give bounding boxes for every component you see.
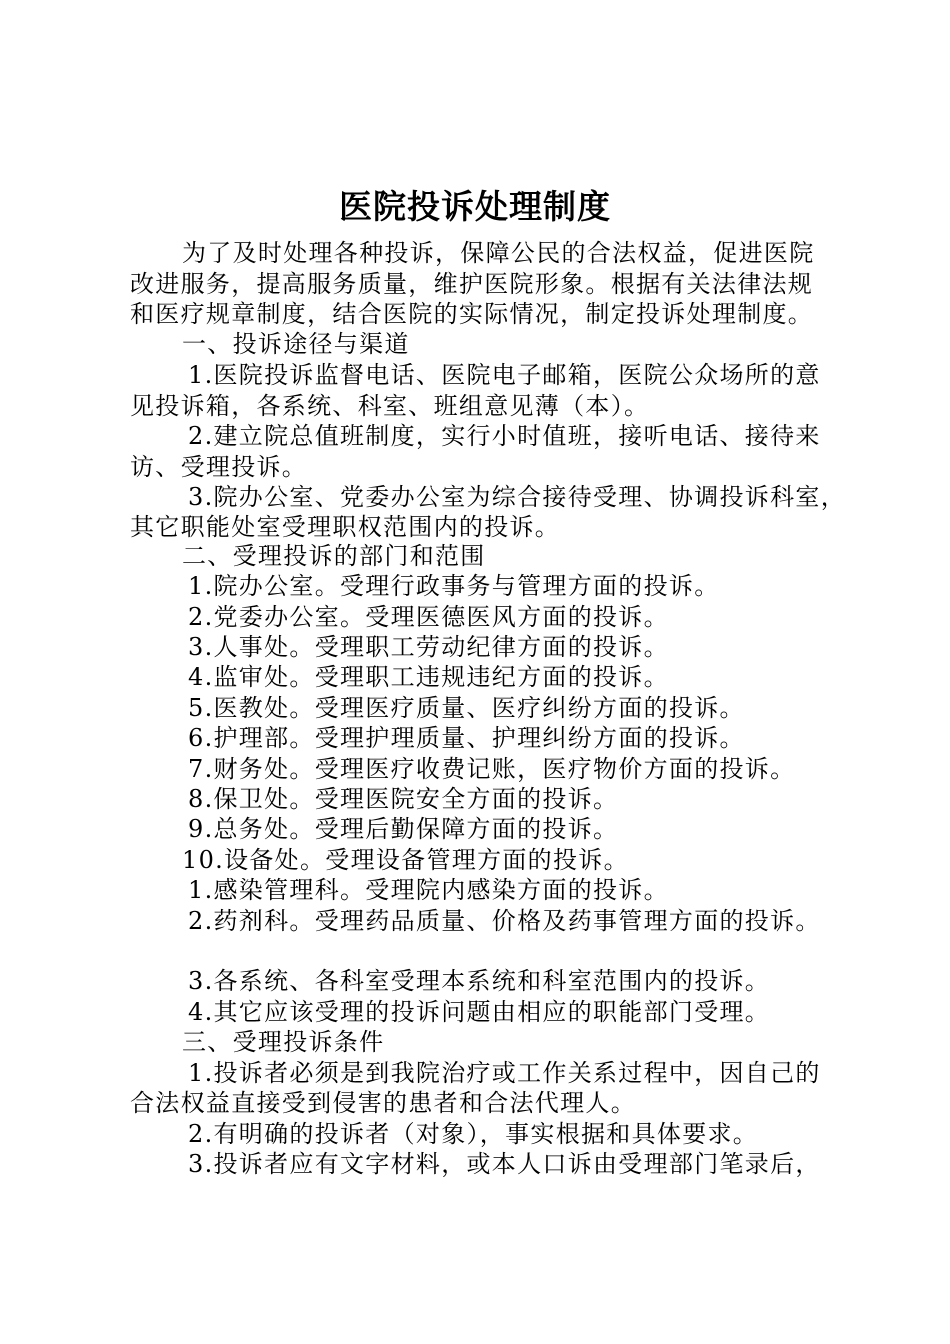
list-item-line: 3.院办公室、党委办公室为综合接待受理、协调投诉科室， bbox=[188, 483, 846, 511]
list-item-line: 2.建立院总值班制度，实行小时值班，接听电话、接待来 bbox=[188, 422, 821, 450]
paragraph-line-intro-2: 改进服务，提高服务质量，维护医院形象。根据有关法律法规 bbox=[130, 270, 814, 298]
list-item-line: 6.护理部。受理护理质量、护理纠纷方面的投诉。 bbox=[188, 724, 745, 752]
section-heading-1: 一、投诉途径与渠道 bbox=[182, 330, 410, 358]
list-item-line: 1.医院投诉监督电话、医院电子邮箱，医院公众场所的意 bbox=[188, 361, 821, 389]
list-item-line: 3.各系统、各科室受理本系统和科室范围内的投诉。 bbox=[188, 967, 771, 995]
list-item-line: 合法权益直接受到侵害的患者和合法代理人。 bbox=[130, 1089, 636, 1117]
list-item-line: 2.药剂科。受理药品质量、价格及药事管理方面的投诉。 bbox=[188, 907, 821, 935]
list-item-line: 3.人事处。受理职工劳动纪律方面的投诉。 bbox=[188, 633, 669, 661]
list-item-line: 访、受理投诉。 bbox=[130, 453, 308, 481]
list-item-line: 5.医教处。受理医疗质量、医疗纠纷方面的投诉。 bbox=[188, 694, 745, 722]
list-item-line: 3.投诉者应有文字材料，或本人口诉由受理部门笔录后， bbox=[188, 1150, 821, 1178]
section-heading-3: 三、受理投诉条件 bbox=[182, 1028, 385, 1056]
paragraph-line-intro-3: 和医疗规章制度，结合医院的实际情况，制定投诉处理制度。 bbox=[130, 300, 814, 328]
paragraph-line-intro-1: 为了及时处理各种投诉，保障公民的合法权益，促进医院 bbox=[182, 239, 815, 267]
list-item-line: 10.设备处。受理设备管理方面的投诉。 bbox=[182, 846, 629, 874]
list-item-line: 4.其它应该受理的投诉问题由相应的职能部门受理。 bbox=[188, 998, 771, 1026]
list-item-line: 8.保卫处。受理医院安全方面的投诉。 bbox=[188, 785, 619, 813]
list-item-line: 7.财务处。受理医疗收费记账，医疗物价方面的投诉。 bbox=[188, 755, 796, 783]
list-item-line: 1.感染管理科。受理院内感染方面的投诉。 bbox=[188, 876, 669, 904]
list-item-line: 4.监审处。受理职工违规违纪方面的投诉。 bbox=[188, 663, 669, 691]
document-title: 医院投诉处理制度 bbox=[339, 187, 611, 226]
list-item-line: 2.党委办公室。受理医德医风方面的投诉。 bbox=[188, 603, 669, 631]
list-item-line: 1.投诉者必须是到我院治疗或工作关系过程中，因自己的 bbox=[188, 1059, 821, 1087]
list-item-line: 9.总务处。受理后勤保障方面的投诉。 bbox=[188, 815, 619, 843]
list-item-line: 2.有明确的投诉者（对象），事实根据和具体要求。 bbox=[188, 1120, 759, 1148]
list-item-line: 见投诉箱，各系统、科室、班组意见薄（本）。 bbox=[130, 392, 650, 420]
list-item-line: 1.院办公室。受理行政事务与管理方面的投诉。 bbox=[188, 572, 720, 600]
list-item-line: 其它职能处室受理职权范围内的投诉。 bbox=[130, 513, 561, 541]
section-heading-2: 二、受理投诉的部门和范围 bbox=[182, 542, 486, 570]
